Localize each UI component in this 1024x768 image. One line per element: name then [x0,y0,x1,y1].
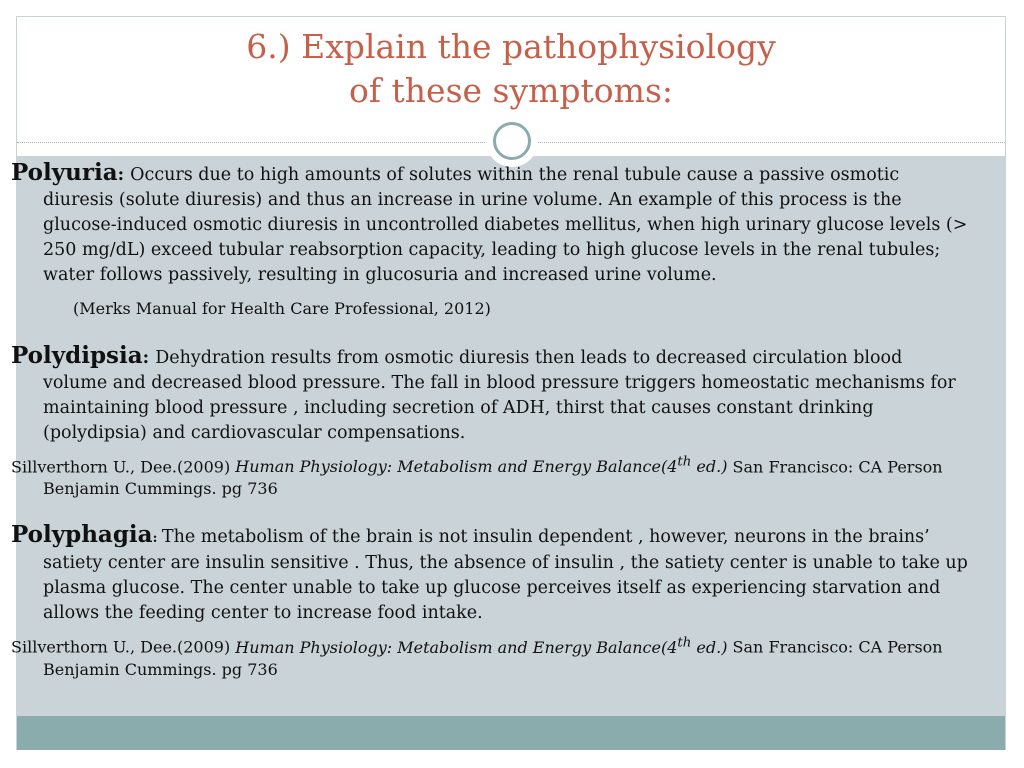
ref-tail: San Francisco: CA Person Benjamin Cummings. pg 736 [43,637,943,679]
polyphagia-reference [11,632,971,680]
ring-icon [493,122,531,160]
polyphagia-body: The metabolism of the brain is not insulin dependent , however, neurons in the brains’ satiety center are insulin sensitive . Thus, the absence of insulin , the satiety center is unable to take up plasma glucose. The center unable to take up glucose perceives itself as experiencing starvation and allows the feeding center to increase food intake. [43,527,968,624]
title-line-1: 6.) Explain the pathophysiology [246,27,776,66]
slide-title [17,25,1005,113]
spacer [11,500,971,522]
polyuria-body: Occurs due to high amounts of solutes within the renal tubule cause a passive osmotic diuresis (solute diuresis) and thus an increase in urine volume. An example of this process is the glucose-induced osmotic diuresis in uncontrolled diabetes mellitus, when high urinary glucose levels (> 250 mg/dL) exceed tubular reabsorption capacity, leading to high glucose levels in the renal tubules; water follows passively, resulting in glucosuria and increased urine volume. [43,165,968,285]
polyuria-citation: (Merks Manual for Health Care Professional, 2012) [73,299,491,318]
body-text [11,160,971,681]
term-polydipsia: Polydipsia [11,342,143,369]
polydipsia-body: Dehydration results from osmotic diuresis then leads to decreased circulation blood volume and decreased blood pressure. The fall in blood pressure triggers homeostatic mechanisms for maintaining blood pressure , including secretion of ADH, thirst that causes constant drinking (polydipsia) and cardiovascular compensations. [43,348,956,443]
ref-title-b: ed.) [691,637,728,657]
ref-title [235,457,727,476]
term-polyuria: Polyuria [11,159,118,186]
ref-authors: Sillverthorn U., Dee.(2009) [11,457,236,477]
polydipsia-reference [11,452,971,500]
ref-sup: th [677,635,692,651]
ref-title-a: Human Physiology: Metabolism and Energy Balance(4 [235,457,678,477]
term-colon: : [117,165,131,185]
title-line-2: of these symptoms: [348,71,674,110]
polydipsia-paragraph [11,343,971,446]
ref-authors: Sillverthorn U., Dee.(2009) [11,637,236,657]
term-colon: : [152,531,162,547]
ref-title-a: Human Physiology: Metabolism and Energy Balance(4 [235,637,678,657]
ref-title [235,635,728,657]
ref-title-b: ed.) [691,457,728,477]
term-polyphagia: Polyphagia [11,521,153,549]
footer-bar [17,716,1005,750]
polyphagia-paragraph [11,522,971,626]
ref-tail: San Francisco: CA Person Benjamin Cummings. pg 736 [43,457,943,499]
term-colon: : [142,348,156,368]
polyuria-paragraph [11,160,971,288]
ref-sup: th [677,455,692,470]
spacer [11,321,971,343]
